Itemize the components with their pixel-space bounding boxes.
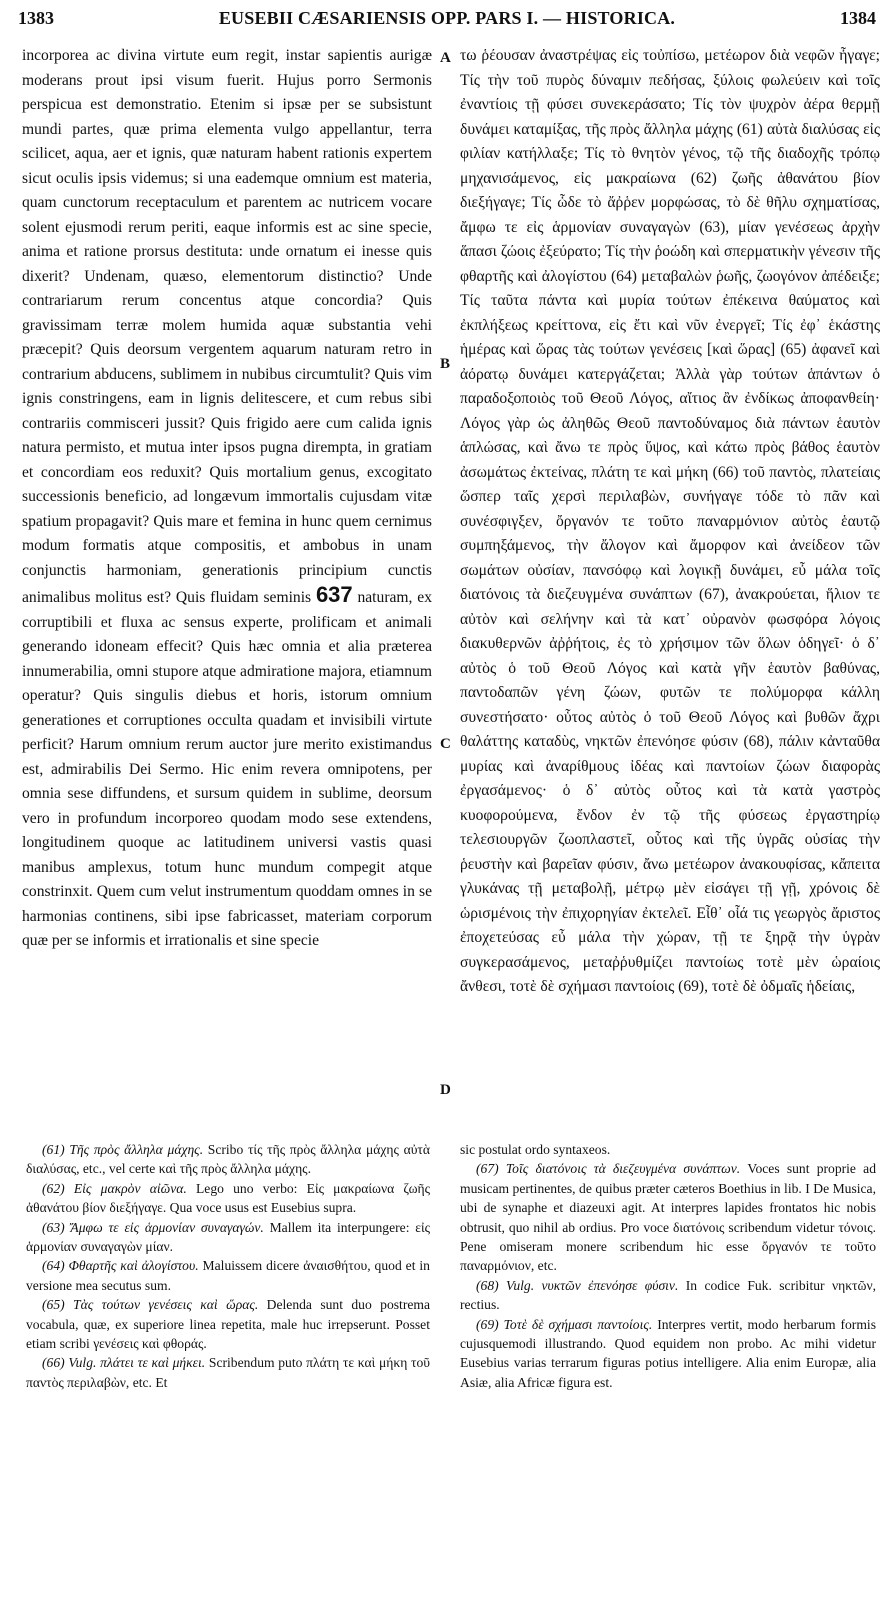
footnotes-right (460, 1140, 876, 1392)
footnote-lemma: (61) Τῆς πρὸς ἄλληλα μάχης. (42, 1142, 204, 1157)
footnote (26, 1295, 430, 1353)
footnote-text: Maluissem dicere ἀναισθήτου, quod et in versione mea secutus sum. (26, 1258, 430, 1293)
page-number-right: 1384 (840, 8, 876, 28)
running-header (18, 8, 876, 34)
greek-text: τω ῥέουσαν ἀναστρέψας εἰς τοὐπίσω, μετέωρον διὰ νεφῶν ἦγαγε; Τίς τὴν τοῦ πυρὸς δύναμιν πεδήσας, ξύλοις φωλεύειν καὶ τοῖς ἐναντίοις τῇ φύσει συνεκεράσατο; Τίς τὸν ψυχρὸν ἀέρα θερμῇ δυνάμει καταμίξας, τῆς πρὸς ἄλληλα μάχης (61) αὐτὰ διαλύσας εἰς φιλίαν κατήλλαξε; Τίς τὸ θνητὸν γένος, τῷ τῆς διαδοχῆς τρόπῳ μηχανισάμενος, εἰς μακραίωνα (62) ζωῆς ἀθανάτου βίον διεξήγαγε; Τίς ὧδε τὸ ἄῤῥεν μορφώσας, τὸ δὲ θῆλυ σχηματίσας, ἄμφω τε εἰς ἁρμονίαν συναγαγὼν (63), μίαν γενέσεως ἀρχὴν ἅπασι ζώοις ἐξεύρατο; Τίς τὴν ῥοώδη καὶ σπερματικὴν γένεσιν τῆς φθαρτῆς καὶ ἀλογίστου (64) μεταβαλὼν ῥωῆς, ζωογόνον ἀπέδειξε; Τίς ταῦτα πάντα καὶ μυρία τούτων ἐπέκεινα θαύματος καὶ ἐκπλήξεως κρείττονα, εἰς ἔτι καὶ νῦν ἐνεργεῖ; Τίς ἐφ᾽ ἑκάστης ἡμέρας καὶ ὥρας τὰς τούτων γενέσεις [καὶ ὥρας] (65) ἀφανεῖ καὶ ἀόρατῳ δυνάμει κατεργάζεται; Ἀλλὰ γὰρ τούτων ἁπάντων ὁ παραδοξοποιὸς τοῦ Θεοῦ Λόγος, αἴτιος ἂν ἐνδίκως ἀποφανθείη· Λόγος γὰρ ὡς ἀληθῶς Θεοῦ παντοδύναμος διὰ πάντων ἑαυτὸν ἁπλώσας, καὶ ἄνω τε πρὸς ὕψος, καὶ κάτω πρὸς βάθος ἑαυτὸν ἀσωμάτως ἐκτείνας, πλάτη τε καὶ μήκη (66) τοῦ παντὸς, πλατείαις ὥσπερ ταῖς χερσὶ περιλαβὼν, συνήγαγε τόδε τὸ πᾶν καὶ συνέσφιγξεν, ὄργανόν τε τοῦτο παναρμόνιον αὐτὸς ἑαυτῷ συμπηξάμενος, τὴν ἄλογον καὶ ἄμορφον καὶ ἀνείδεον τῶν σωμάτων οὐσίαν, πανσόφῳ καὶ λογικῇ δυνάμει, εὖ μάλα τοῖς διατόνοις τὰ διεζευγμένα συνάπτων (67), ἀνακρούεται, ἥλιον τε αὐτὸν καὶ σελήνην καὶ τὰ κατ᾽ οὐρανὸν φωσφόρα λόγοις διακυθερνῶν ἀῤῥήτοις, ἐς τὸ χρήσιμον τῶν ὅλων ὁδηγεῖ· ὁ δ᾽ αὐτὸς ὁ τοῦ Θεοῦ Λόγος καὶ κατὰ γῆν ἑαυτὸν βαθύνας, παντοδαπῶν γένη ζώων, φυτῶν τε πολύμορφα κάλλη συνεστήσατο· οὗτος αὐτὸς ὁ τοῦ Θεοῦ Λόγος καὶ βυθῶν ἄχρι θαλάττης καταδὺς, νηκτῶν ἐπενόησε φύσιν (68), πάλιν κἀνταῦθα μυρίας καὶ ἀναρίθμους ἰδέας καὶ παντοίων ζώων διαφορὰς ἐργασάμενος· ὁ δ᾽ αὐτὸς οὗτος καὶ τὰ κατὰ γαστρὸς κυοφορούμενα, ἔνδον ἐν τῷ τῆς φύσεως ἐργαστηρίῳ τελεσιουργῶν ζωοπλαστεῖ, οὗτος καὶ τῆς ὑγρᾶς οὐσίας τὴν ῥευστὴν καὶ βαρεῖαν φύσιν, ἄνω μετέωρον ἀνακουφίσας, κἄπειτα γλυκάνας τῇ μεταβολῇ, μέτρῳ μὲν εἰσάγει τῇ γῇ, χρόνοις δὲ ὡρισμένοις τὴν ἐπιχορηγίαν ἐκτελεῖ. Εἶθ᾽ οἷά τις γεωργὸς ἄριστος ἐποχετεύσας εὖ μάλα τὴν χώραν, τῇ τε ξηρᾷ τὴν ὑγρὰν συγκερασάμενος, μεταῤῥυθμίζει παντοίως τοτὲ μὲν ὡραίοις ἄνθεσι, τοτὲ δὲ σχήμασι παντοίοις (69), τοτὲ δὲ ὀδμαῖς ἡδείαις, (460, 47, 880, 995)
margin-marker-c: C (440, 736, 451, 752)
footnote (460, 1159, 876, 1275)
column-number: 637 (315, 582, 353, 607)
footnote-text: Voces sunt proprie ad musicam pertinentes, de quibus præter cæteros Boethius in lib. I De Musica, ubi de synaphe et diazeuxi agit. At interpres lapides frontatos hic nobis obtrusit, quo nihil ab ordius. Pro voce διατόνοις scribendum videtur τόνοις. Pene omiseram monere scribendum hic esse ὄργανόν τε τοῦτο παναρμόνιον, etc. (460, 1161, 876, 1274)
margin-marker-b: B (440, 356, 451, 372)
footnote (26, 1256, 430, 1295)
footnote-lemma: (62) Εἰς μακρὸν αἰῶνα. (42, 1180, 187, 1196)
latin-text (22, 44, 432, 954)
footnote (26, 1218, 430, 1257)
footnote-text: Scribendum puto πλάτη τε καὶ μήκη τοῦ παντὸς περιλαβὼν, etc. Et (26, 1355, 430, 1390)
page-number-left: 1383 (18, 8, 54, 28)
footnote-lemma: (65) Τὰς τούτων γενέσεις καὶ ὥρας. (42, 1297, 259, 1313)
footnote-continuation: sic postulat ordo syntaxeos. (460, 1142, 611, 1157)
footnote (460, 1315, 876, 1393)
footnote (26, 1179, 430, 1218)
footnote-text: Lego uno verbo: Εἰς μακραίωνα ζωῆς ἀθανάτου βίον διεξήγαγε. Qua voce usus est Eusebius supra. (26, 1180, 431, 1216)
footnote (26, 1140, 430, 1179)
footnote-text: Mallem ita interpungere: εἰς ἁρμονίαν συναγαγὼν μίαν. (26, 1219, 430, 1255)
footnote-text: Delenda sunt duo postrema vocabula, quæ, ex superiore linea repetita, male huc irrepserunt. Posset etiam scribi γενέσεις καὶ φθοράς. (26, 1297, 430, 1352)
footnote-lemma: (68) Vulg. νυκτῶν ἐπενόησε φύσιν. (476, 1277, 679, 1293)
footnote (460, 1276, 876, 1315)
latin-text-part-2: naturam, ex corruptibili et fluxa ac sensus experte, prolificam et animali generando idoneam effecit? Quis hæc omnia et alia præterea innumerabilia, omni stupore atque admiratione majora, etiamnum operatur? Quis singulis diebus et horis, istorum omnium generationes et corruptiones occulta quadam et invisibili virtute perficit? Harum omnium rerum auctor jure merito existimandus est, admirabilis Dei Sermo. Hic enim revera omnipotens, per omnia sese diffundens, et sursum quidem in sublime, deorsum vero in profundum incorporeo quodam modo sese extendens, longitudinem quoque ac latitudinem universi vastis quasi manibus amplexus, totum hunc mundum compegit atque constrinxit. Quem cum velut instrumentum quoddam omnes in se harmonias continens, sibi ipse fabricasset, materiam corporum quæ per se informis et irrationalis et sine specie (22, 589, 432, 949)
footnote-text: Interpres vertit, modo herbarum formis cujusquemodi illustrando. Quod equidem non probo. Ac mihi videtur Eusebius varias terrarum figuras potius intelligere. Alia enim Europæ, alia Asiæ, alia Africæ figura est. (460, 1316, 876, 1390)
latin-column (22, 44, 432, 954)
footnote-text: In codice Fuk. scribitur νηκτῶν, rectius. (460, 1277, 876, 1313)
footnote (26, 1353, 430, 1392)
footnote-lemma: (63) Ἄμφω τε εἰς ἁρμονίαν συναγαγών. (42, 1219, 264, 1235)
margin-marker-a: A (440, 50, 451, 66)
running-title: EUSEBII CÆSARIENSIS OPP. PARS I. — HISTORICA. (218, 8, 676, 28)
latin-text-part-1: incorporea ac divina virtute eum regit, instar sapientis aurigæ moderans prout ipsi visum fuerit. Hujus porro Sermonis perspicua est demonstratio. Etenim si ipsæ per se subsistunt mundi partes, quæ prima elementa vulgo appellantur, terra scilicet, aqua, aer et ignis, quæ naturam habent rationis expertem sicut oculis ipsis videmus; si una eademque omnium est materia, quam cunctorum receptaculum et parentem ac nutricem vocare solent ejusmodi rerum periti, eaque informis est ac sine specie, anima et ratione prorsus destituta: unde ornatum ei inesse quis dixerit? Undenam, quæso, elementorum distinctio? Unde contrariarum rerum concentus atque concordia? Quis gravissimam terræ molem humida aquæ substantia vehi præcepit? Quis deorsum vergentem aquarum naturam retro in contrarium abducens, sublimem in nubibus circumtulit? Quis vim ignis constringens, eam in lignis delitescere, et cum rebus sibi contrariis commisceri jussit? Quis frigido aere cum calida ignis natura permisto, et mutua inter ipsos pugna dirempta, in gratiam et concordiam eos reduxit? Quis mortalium genus, excogitato successionis beneficio, ad longævum immortalis cujusdam vitæ spatium propagavit? Quis mare et femina in hunc quem cernimus modum formatis atque compositis, et ambobus in unam conjunctis harmoniam, generationis principium cunctis animalibus molitus est? Quis fluidam seminis (22, 47, 432, 606)
footnote-text: Scribo τίς τῆς πρὸς ἄλληλα μάχης αὐτὰ διαλύσας, etc., vel certe καὶ τῆς πρὸς ἄλληλα μάχης. (26, 1142, 431, 1177)
footnote-lemma: (66) Vulg. πλάτει τε καὶ μήκει. (42, 1355, 206, 1371)
footnotes-left (26, 1140, 430, 1392)
footnote-lemma: (67) Τοῖς διατόνοις τὰ διεζευγμένα συνάπτων. (476, 1161, 741, 1177)
greek-column (460, 44, 880, 1000)
footnote-lemma: (64) Φθαρτῆς καὶ ἀλογίστου. (42, 1258, 199, 1274)
footnote-lemma: (69) Τοτὲ δὲ σχήμασι παντοίοις. (476, 1316, 653, 1332)
margin-marker-d: D (440, 1082, 451, 1098)
